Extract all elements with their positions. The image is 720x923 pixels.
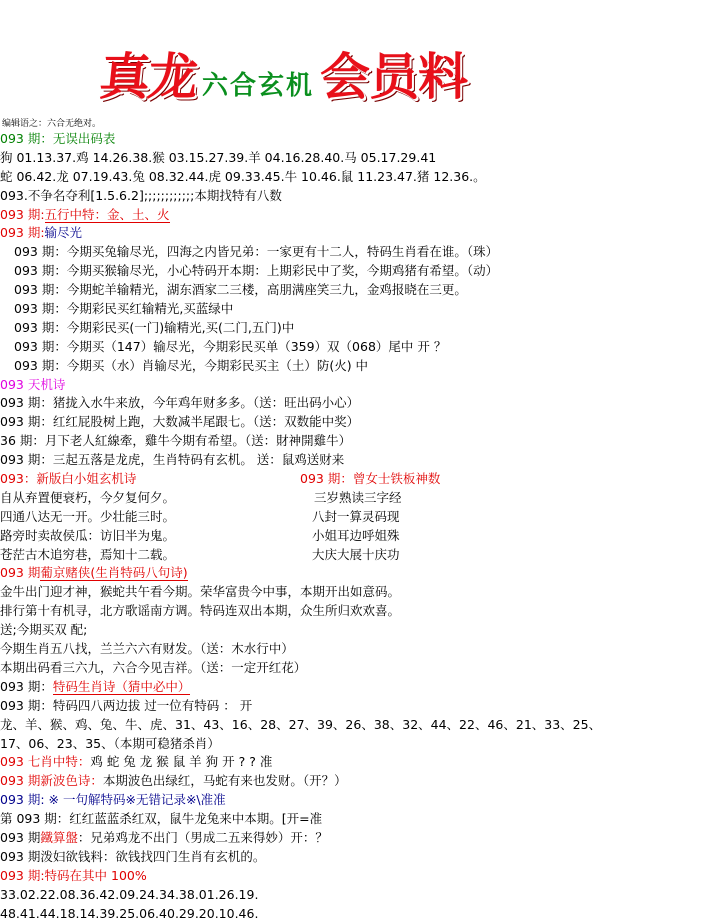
ms-zeng-line-3: 小姐耳边呼姐殊 — [312, 527, 400, 543]
lose-all-line-7: 093 期：今期买（水）肖输尽光，今期彩民买主（土）防(火) 中 — [14, 357, 369, 373]
seven-zodiac-prefix: 093 七肖中特： — [0, 754, 91, 770]
zodiac-poem-label: 特码生肖诗（猜中必中） — [52, 678, 191, 694]
abacus-prefix: 093 期 — [0, 829, 41, 845]
gambler-poem-title — [0, 564, 720, 583]
lose-all-label: 输尽光 — [44, 225, 83, 241]
seven-zodiac-line — [0, 753, 720, 772]
lose-all-line-2: 093 期：今期买猴输尽光，小心特码开本期：上期彩民中了奖，今期鸡猪有希望。（动） — [14, 263, 499, 279]
wave-color-line — [0, 772, 720, 791]
ms-zeng-line-2: 八封一算灵码现 — [312, 508, 400, 524]
two-column-row-2 — [0, 508, 720, 527]
five-elements-line — [0, 206, 720, 225]
zodiac-poem-line: 093 期：特码四八两边拔 过一位有特码 ： 开 — [0, 697, 253, 713]
header — [0, 0, 720, 118]
wave-color-text: 本期波色出绿红，马蛇有来也发财。（开？） — [102, 773, 347, 789]
error-free-table-title: 093 期：无误出码表 — [0, 131, 116, 146]
special-code-numbers-1: 33.02.22.08.36.42.09.24.34.38.01.26.19. — [0, 886, 259, 902]
title-part2: 六合玄机 — [202, 70, 315, 101]
gambler-send-line: 送;今期买双 配; — [0, 622, 88, 638]
zodiac-numbers-list-2: 17、06、23、35、（本期可稳猪杀肖） — [0, 735, 220, 751]
zodiac-numbers-list-1: 龙、羊、猴、鸡、兔、牛、虎、31、43、16、28、27、39、26、38、32、44、22、46、21、33、25、 — [0, 716, 602, 732]
two-column-titles — [0, 470, 720, 489]
eight-numbers-line: 093.不争名夺利[1.5.6.2];;;;;;;;;;;;本期找特有八数 — [0, 187, 282, 203]
five-elements-prefix: 093 期: — [0, 206, 45, 222]
gambler-poem-line-3: 今期生肖五八找，兰兰六六有财发。（送：木水行中） — [0, 641, 294, 657]
white-lady-poem-line-4: 苍茫古木追穷巷，焉知十二载。 — [0, 546, 176, 562]
gambler-poem-line-2: 排行第十有机寻，北方歌谣南方调。特码连双出本期，众生所归欢欢喜。 — [0, 603, 401, 619]
seven-zodiac-text: 鸡 蛇 兔 龙 猴 鼠 羊 狗 开 ? ? 准 — [90, 754, 273, 770]
zodiac-numbers-line-1: 狗 01.13.37.鸡 14.26.38.猴 03.15.27.39.羊 04.16.28.40.马 05.17.29.41 — [0, 149, 437, 165]
gambler-prefix: 093 期 — [0, 565, 41, 581]
five-elements-text: 五行中特：金、土、火 — [44, 206, 170, 222]
abacus-text: ：兄弟鸡龙不出门（男成二五来得妙）开：？ — [77, 829, 328, 845]
ms-zeng-title: 093 期：曾女士铁板神数 — [300, 471, 441, 487]
lose-all-title — [0, 224, 720, 243]
one-line-special-title: 093 期: ※ 一句解特码※无错记录※\准准 — [0, 792, 226, 808]
zodiac-poem-title — [0, 678, 720, 697]
wave-color-prefix: 093 期新波色诗： — [0, 773, 103, 789]
white-lady-poem-line-2: 四通八达无一开。少壮能三时。 — [0, 508, 176, 524]
title-part3: 会员料 — [320, 47, 468, 106]
heaven-poem-line-3: 36 期：月下老人紅線牽，雞牛今期有希望。（送：財神開雞牛） — [0, 433, 352, 449]
shrew-money-line: 093 期泼妇欲钱料：欲钱找四门生肖有玄机的。 — [0, 848, 266, 864]
two-column-row-4 — [0, 546, 720, 565]
heaven-poem-line-4: 093 期：三起五落是龙虎，生肖特码有玄机。 送：鼠鸡送财来 — [0, 452, 345, 468]
zodiac-numbers-line-2: 蛇 06.42.龙 07.19.43.兔 08.32.44.虎 09.33.45.牛 10.46.鼠 11.23.47.猪 12.36.。 — [0, 168, 486, 184]
white-lady-poem-title: 093：新版白小姐玄机诗 — [0, 471, 137, 487]
lose-all-line-1: 093 期：今期买兔输尽光，四海之内皆兄弟：一家更有十二人，特码生肖看在谁。（珠） — [14, 244, 499, 260]
abacus-line — [0, 829, 720, 848]
lose-all-line-4: 093 期：今期彩民买红输精光,买蓝绿中 — [14, 301, 234, 317]
ms-zeng-line-1: 三岁熟读三字经 — [314, 489, 402, 505]
white-lady-poem-line-1: 自从弃置便衰朽，今夕复何夕。 — [0, 489, 176, 505]
lose-all-line-3: 093 期：今期蛇羊输精光，湖东酒家二三楼，高朋满座笑三九，金鸡报晓在三更。 — [14, 282, 467, 298]
zodiac-poem-prefix: 093 期： — [0, 678, 53, 694]
one-line-special-text: 第 093 期：红红蓝蓝杀红双，鼠牛龙兔来中本期。[开=准 — [0, 811, 323, 827]
ms-zeng-line-4: 大庆大展十庆功 — [312, 546, 400, 562]
special-code-title: 093 期:特码在其中 100% — [0, 867, 147, 883]
heaven-poem-title: 093 天机诗 — [0, 376, 66, 392]
editor-note: 编辑语之：六合无绝对。 — [2, 119, 102, 129]
lose-all-prefix: 093 期: — [0, 225, 45, 241]
lose-all-line-5: 093 期：今期彩民买(一门)输精光,买(二门,五门)中 — [14, 319, 295, 335]
special-code-numbers-2: 48.41.44.18.14.39.25.06.40.29.20.10.46. — [0, 905, 259, 921]
title-part1: 真龙 — [96, 47, 200, 106]
abacus-label: 鐵算盤 — [40, 829, 78, 845]
heaven-poem-line-1: 093 期：猪拢入水牛来放，今年鸡年财多多。（送：旺出码小心） — [0, 395, 360, 411]
page-title — [96, 42, 520, 112]
content — [0, 118, 720, 923]
gambler-poem-line-4: 本期出码看三六九，六合今见吉祥。（送：一定开红花） — [0, 659, 307, 675]
heaven-poem-line-2: 093 期：红红屁股树上跑，大数减半尾跟七。（送：双数能中奖） — [0, 414, 360, 430]
two-column-row-3 — [0, 527, 720, 546]
two-column-row-1 — [0, 489, 720, 508]
white-lady-poem-line-3: 路旁时卖故侯瓜：访旧半为鬼。 — [0, 527, 176, 543]
gambler-poem-line-1: 金牛出门迎才神，猴蛇共午看今期。荣华富贵今中事，本期开出如意码。 — [0, 584, 401, 600]
lose-all-line-6: 093 期：今期买（147）输尽光，今期彩民买单（359）双（068）尾中 开 ？ — [14, 338, 447, 354]
gambler-label: 葡京赌侠(生肖特码八句诗) — [40, 565, 188, 581]
